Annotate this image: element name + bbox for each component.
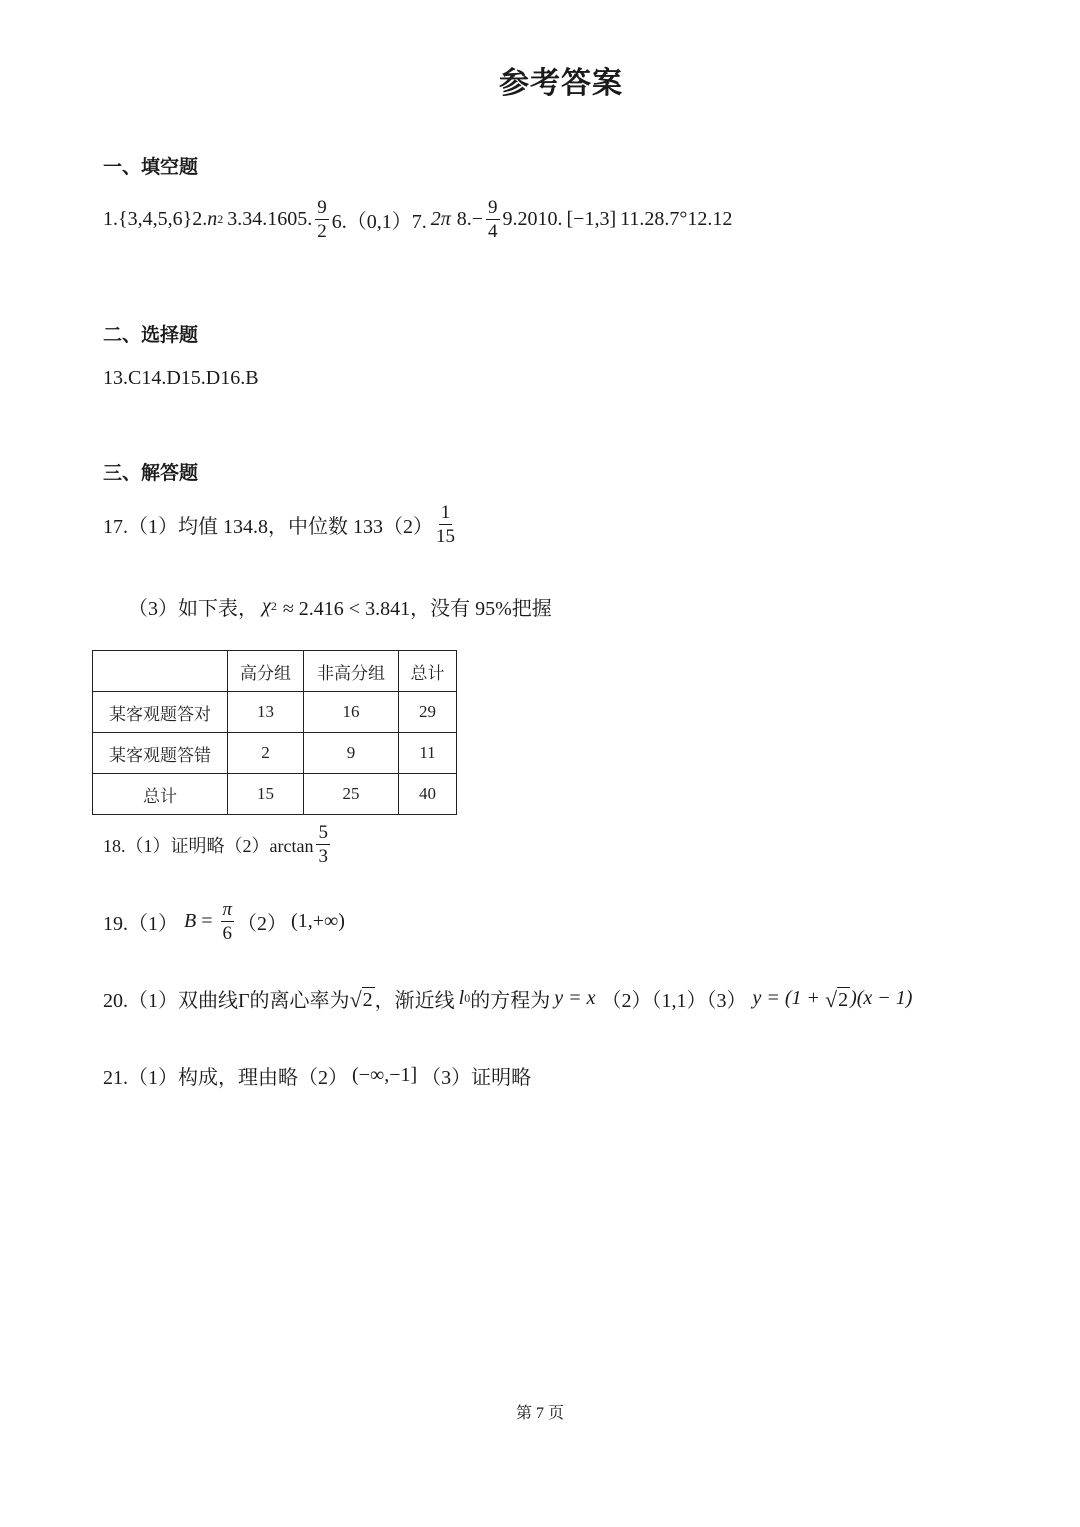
q18-fraction	[316, 823, 330, 867]
q19-line	[103, 900, 345, 944]
q20-ans3-b: )(x − 1)	[850, 987, 913, 1009]
table-cell: 25	[304, 774, 399, 815]
table-header-cell: 非高分组	[304, 651, 399, 692]
q17-denominator: 15	[436, 525, 455, 547]
q20-line	[103, 984, 912, 1013]
q20-mid: ，渐近线	[374, 990, 455, 1012]
q20-sqrt	[350, 987, 375, 1011]
q21-part3: （3）证明略	[421, 1067, 532, 1089]
q18-line	[103, 823, 333, 867]
q19-equals: =	[196, 910, 218, 933]
q20-part2: （2）（1,1）（3）	[601, 990, 747, 1012]
table-header-row	[93, 651, 457, 692]
a2-base: n	[207, 208, 218, 231]
a8-sign: −	[471, 208, 484, 231]
table-cell: 13	[228, 692, 304, 733]
table-cell: 29	[399, 692, 457, 733]
page-number: 第 7 页	[515, 1405, 564, 1422]
a5-numerator: 9	[317, 197, 327, 218]
q17-part3-rest: ≈ 2.416 < 3.841，没有 95%把握	[282, 598, 552, 620]
q20-l-sub: 0	[464, 991, 471, 1005]
sqrt-sign-icon: √	[349, 986, 362, 1012]
q18-text: 18.（1）证明略（2）arctan	[103, 835, 314, 856]
table-cell: 15	[228, 774, 304, 815]
choice-answers-line: 13.C14.D15.D16.B	[103, 367, 259, 389]
a11-12-text: 11.28.7°12.12	[620, 208, 733, 231]
section-choice-heading: 二、选择题	[103, 324, 199, 346]
a7-value: 2π	[430, 208, 451, 231]
a10-interval: [−1,3]	[566, 208, 617, 231]
q17-fraction	[436, 503, 455, 547]
a8-fraction	[486, 198, 500, 242]
table-header-cell: 高分组	[228, 651, 304, 692]
q19-part2: （2）	[237, 913, 288, 936]
q20-eq-text: 的方程为	[470, 990, 551, 1012]
table-cell: 11	[399, 733, 457, 774]
sqrt-sign-icon: √	[824, 986, 838, 1012]
q18-denominator: 3	[318, 845, 328, 867]
a1-label: 1.	[103, 208, 118, 231]
q17-part1: 17.（1）均值 134.8，中位数 133（2）	[103, 516, 433, 539]
q21-interval: (−∞,−1]	[352, 1064, 418, 1086]
q17-line2	[128, 592, 552, 621]
q20-ans3-sqrt	[825, 987, 850, 1011]
a1-value: {3,4,5,6}	[118, 208, 193, 231]
a8-label: 8.	[456, 208, 472, 231]
q21-part1: 21.（1）构成，理由略（2）	[103, 1067, 348, 1089]
q19-fraction	[221, 900, 235, 944]
q20-ans3-sqrt-value: 2	[838, 988, 849, 1011]
fill-answers-line	[103, 198, 732, 242]
chi-exponent: 2	[270, 599, 277, 613]
a8-numerator: 9	[488, 197, 498, 218]
q19-interval: (1,+∞)	[291, 910, 345, 933]
q19-numerator: π	[222, 899, 233, 920]
table-row	[93, 733, 457, 774]
q19-label: 19.（1）	[103, 913, 178, 936]
table-row	[93, 774, 457, 815]
section-fill-heading: 一、填空题	[103, 156, 199, 178]
q20-ans3-a: y = (1 +	[752, 987, 825, 1009]
table-row-label: 某客观题答对	[93, 692, 228, 733]
page-title: 参考答案	[499, 66, 623, 101]
q19-denominator: 6	[222, 922, 233, 944]
table-cell: 2	[228, 733, 304, 774]
q17-line1	[103, 503, 458, 547]
a3-5-text: 3.34.1605.	[227, 208, 313, 231]
q20-eq-math: y = x	[554, 987, 596, 1009]
a2-label: 2.	[192, 208, 208, 231]
a6-text: 6.（0,1）7.	[331, 211, 427, 234]
q20-sqrt-value: 2	[362, 988, 373, 1011]
q18-numerator: 5	[318, 822, 328, 843]
table-header-cell: 总计	[399, 651, 457, 692]
table-row-label: 某客观题答错	[93, 733, 228, 774]
q20-part1: 20.（1）双曲线Γ的离心率为	[103, 990, 350, 1012]
contingency-table	[92, 650, 457, 815]
a2-exponent: 2	[217, 212, 224, 227]
a5-denominator: 2	[317, 220, 327, 242]
a9-10-label: 9.2010.	[502, 208, 563, 231]
chi-symbol: χ	[262, 595, 271, 617]
section-solve-heading: 三、解答题	[103, 462, 199, 484]
q17-part3-label: （3）如下表，	[128, 598, 258, 620]
a8-denominator: 4	[488, 220, 498, 242]
table-cell: 40	[399, 774, 457, 815]
q21-line	[103, 1061, 531, 1090]
q17-numerator: 1	[440, 502, 451, 523]
table-cell: 9	[304, 733, 399, 774]
table-row	[93, 692, 457, 733]
table-header-cell	[93, 651, 228, 692]
a5-fraction	[315, 198, 329, 242]
q19-variable: B	[184, 910, 197, 933]
table-cell: 16	[304, 692, 399, 733]
table-row-label: 总计	[93, 774, 228, 815]
q20-l: l	[458, 987, 465, 1009]
